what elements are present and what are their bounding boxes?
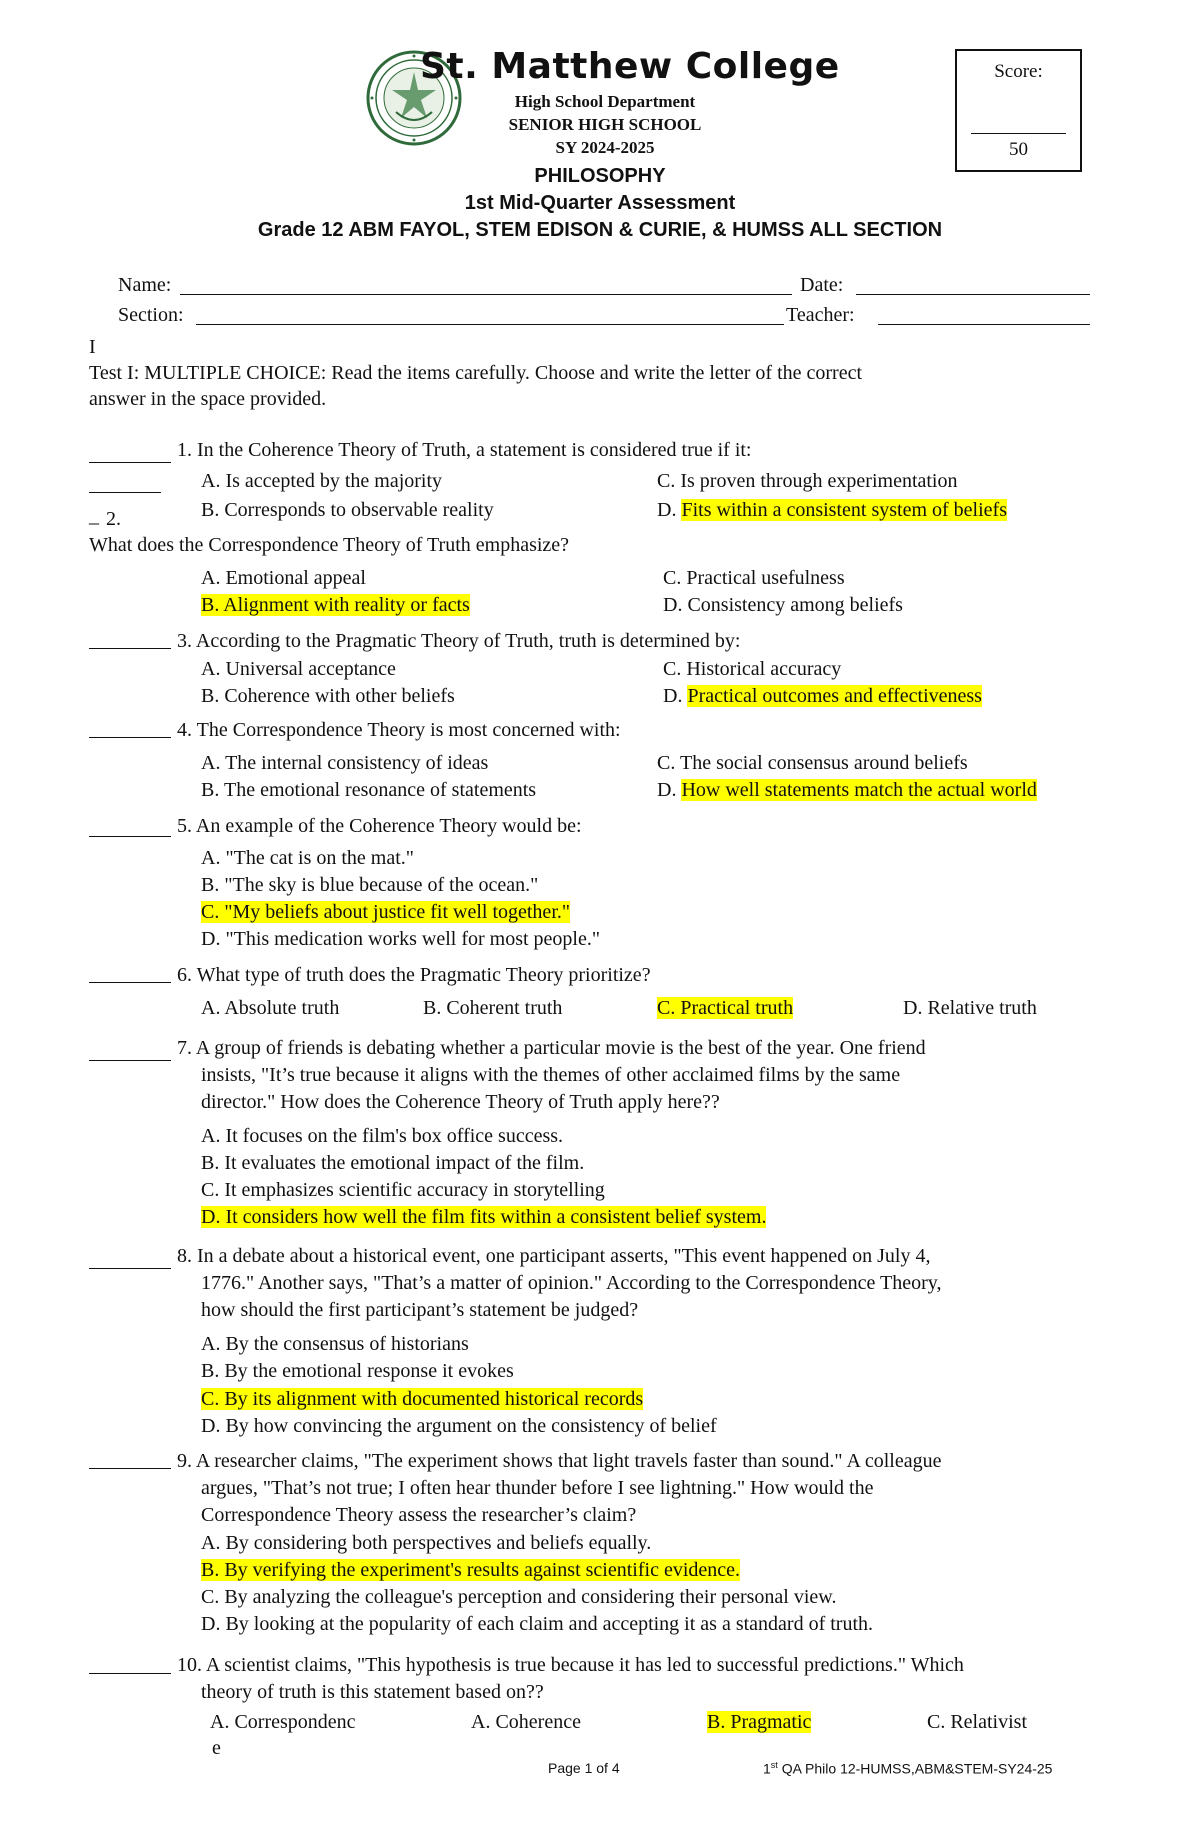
school-year: SY 2024-2025 — [555, 138, 655, 157]
footer-page-number: Page 1 of 4 — [548, 1760, 620, 1776]
q1-option-b: B. Corresponds to observable reality — [201, 499, 494, 521]
answer-blank-10[interactable] — [89, 1673, 171, 1674]
question-3-stem: 3. According to the Pragmatic Theory of Truth, truth is determined by: — [177, 630, 741, 652]
answer-blank-5[interactable] — [89, 836, 171, 837]
answer-blank-3[interactable] — [89, 648, 171, 649]
q5-option-d: D. "This medication works well for most people." — [201, 928, 601, 950]
score-line — [971, 133, 1066, 134]
q7-option-c: C. It emphasizes scientific accuracy in storytelling — [201, 1179, 605, 1201]
q9-option-d: D. By looking at the popularity of each claim and accepting it as a standard of truth. — [201, 1613, 874, 1635]
q2-option-c: C. Practical usefulness — [663, 567, 845, 589]
question-9-stem-line3: Correspondence Theory assess the researcher’s claim? — [201, 1504, 637, 1526]
instructions-line1: Test I: MULTIPLE CHOICE: Read the items carefully. Choose and write the letter of the correct — [89, 362, 863, 384]
q1-option-a: A. Is accepted by the majority — [201, 470, 443, 492]
q6-option-a: A. Absolute truth — [201, 997, 340, 1019]
score-label: Score: — [994, 61, 1043, 82]
q10-option-a-wrap: e — [212, 1737, 221, 1759]
question-9-stem-line1: 9. A researcher claims, "The experiment shows that light travels faster than sound." A colleague — [177, 1450, 942, 1472]
q4-option-b: B. The emotional resonance of statements — [201, 779, 537, 801]
q7-option-d — [201, 1204, 766, 1230]
q10-answer-highlight: B. Pragmatic — [707, 1711, 812, 1733]
q6-option-d: D. Relative truth — [903, 997, 1037, 1019]
question-8-stem-line2: 1776." Another says, "That’s a matter of opinion." According to the Correspondence Theory, — [201, 1272, 942, 1294]
q8-answer-highlight: C. By its alignment with documented historical records — [201, 1388, 644, 1410]
q5-option-b: B. "The sky is blue because of the ocean." — [201, 874, 539, 896]
q6-option-b: B. Coherent truth — [423, 997, 563, 1019]
q1-option-d: D. Fits within a consistent system of beliefs — [657, 499, 1007, 521]
q7-option-a: A. It focuses on the film's box office success. — [201, 1125, 564, 1147]
score-total: 50 — [1009, 139, 1028, 160]
q3-option-c: C. Historical accuracy — [663, 658, 842, 680]
instructions-line2: answer in the space provided. — [89, 388, 327, 410]
q2-option-d: D. Consistency among beliefs — [663, 594, 903, 616]
date-field[interactable] — [856, 294, 1090, 295]
q7-option-b: B. It evaluates the emotional impact of the film. — [201, 1152, 585, 1174]
q10-option-a: A. Correspondenc — [210, 1711, 356, 1733]
question-1-stem: 1. In the Coherence Theory of Truth, a statement is considered true if it: — [177, 439, 752, 461]
q8-option-d: D. By how convincing the argument on the consistency of belief — [201, 1415, 717, 1437]
answer-blank-6[interactable] — [89, 982, 171, 983]
answer-blank-7[interactable] — [89, 1060, 171, 1061]
answer-blank-2[interactable] — [89, 492, 161, 493]
q9-answer-highlight: B. By verifying the experiment's results against scientific evidence. — [201, 1559, 741, 1581]
question-7-stem-line1: 7. A group of friends is debating whether a particular movie is the best of the year. One friend — [177, 1037, 926, 1059]
q9-option-c: C. By analyzing the colleague's perception and considering their personal view. — [201, 1586, 837, 1608]
teacher-label: Teacher: — [786, 304, 855, 326]
answer-blank-9[interactable] — [89, 1468, 171, 1469]
q3-answer-highlight: Practical outcomes and effectiveness — [687, 685, 982, 707]
question-8-stem-line1: 8. In a debate about a historical event, one participant asserts, "This event happened on July 4, — [177, 1245, 931, 1267]
q2-option-a: A. Emotional appeal — [201, 567, 366, 589]
q5-option-a: A. "The cat is on the mat." — [201, 847, 414, 869]
q5-answer-highlight: C. "My beliefs about justice fit well together." — [201, 901, 571, 923]
q4-answer-highlight: How well statements match the actual world — [681, 779, 1037, 801]
q5-option-c — [201, 899, 570, 925]
q8-option-b: B. By the emotional response it evokes — [201, 1360, 514, 1382]
q8-option-c — [201, 1386, 643, 1412]
question-8-stem-line3: how should the first participant’s statement be judged? — [201, 1299, 639, 1321]
q7-answer-highlight: D. It considers how well the film fits within a consistent belief system. — [201, 1206, 767, 1228]
q1-answer-highlight: Fits within a consistent system of beliefs — [681, 499, 1007, 521]
q8-option-a: A. By the consensus of historians — [201, 1333, 469, 1355]
department: High School Department — [514, 92, 696, 111]
question-5-stem: 5. An example of the Coherence Theory would be: — [177, 815, 582, 837]
question-7-stem-line3: director." How does the Coherence Theory of Truth apply here?? — [201, 1091, 720, 1113]
q2-option-b — [201, 592, 470, 618]
q6-option-c — [657, 995, 793, 1021]
q4-option-a: A. The internal consistency of ideas — [201, 752, 489, 774]
date-label: Date: — [800, 274, 844, 296]
q4-option-d: D. How well statements match the actual world — [657, 779, 1037, 801]
q3-option-a: A. Universal acceptance — [201, 658, 396, 680]
name-field[interactable] — [180, 294, 792, 295]
teacher-field[interactable] — [878, 324, 1090, 325]
q6-answer-highlight: C. Practical truth — [657, 997, 794, 1019]
college-name: St. Matthew College — [420, 46, 840, 87]
question-7-stem-line2: insists, "It’s true because it aligns with the themes of other acclaimed films by the same — [201, 1064, 901, 1086]
answer-blank-4[interactable] — [89, 737, 171, 738]
stray-letter: I — [89, 336, 96, 358]
q10-option-c — [707, 1709, 811, 1735]
question-2-stem: What does the Correspondence Theory of Truth emphasize? — [89, 534, 570, 556]
question-10-stem-line2: theory of truth is this statement based on?? — [201, 1681, 544, 1703]
question-9-stem-line2: argues, "That’s not true; I often hear thunder before I see lightning." How would the — [201, 1477, 874, 1499]
footer-document-code: 1st QA Philo 12-HUMSS,ABM&STEM-SY24-25 — [763, 1760, 1053, 1777]
q4-option-c: C. The social consensus around beliefs — [657, 752, 968, 774]
assessment-title: 1st Mid-Quarter Assessment — [464, 192, 736, 214]
answer-blank-8[interactable] — [89, 1268, 171, 1269]
grade-sections: Grade 12 ABM FAYOL, STEM EDISON & CURIE, & HUMSS ALL SECTION — [257, 219, 943, 241]
q3-option-d: D. Practical outcomes and effectiveness — [663, 685, 982, 707]
section-field[interactable] — [196, 324, 784, 325]
question-2-number: 2. — [106, 508, 121, 530]
q9-option-b — [201, 1557, 740, 1583]
question-10-stem-line1: 10. A scientist claims, "This hypothesis is true because it has led to successful predictions." Which — [177, 1654, 964, 1676]
school-level: SENIOR HIGH SCHOOL — [508, 115, 702, 134]
question-6-stem: 6. What type of truth does the Pragmatic Theory prioritize? — [177, 964, 651, 986]
q10-option-d: C. Relativist — [927, 1711, 1027, 1733]
score-box — [955, 49, 1082, 172]
q1-option-c: C. Is proven through experimentation — [657, 470, 958, 492]
q2-underscore: _ — [89, 505, 99, 527]
section-label: Section: — [118, 304, 184, 326]
q9-option-a: A. By considering both perspectives and beliefs equally. — [201, 1532, 652, 1554]
q2-answer-highlight: B. Alignment with reality or facts — [201, 594, 470, 616]
name-label: Name: — [118, 274, 172, 296]
answer-blank-1[interactable] — [89, 462, 171, 463]
subject-title: PHILOSOPHY — [534, 165, 666, 187]
q3-option-b: B. Coherence with other beliefs — [201, 685, 455, 707]
question-4-stem: 4. The Correspondence Theory is most concerned with: — [177, 719, 621, 741]
q10-option-b: A. Coherence — [471, 1711, 581, 1733]
